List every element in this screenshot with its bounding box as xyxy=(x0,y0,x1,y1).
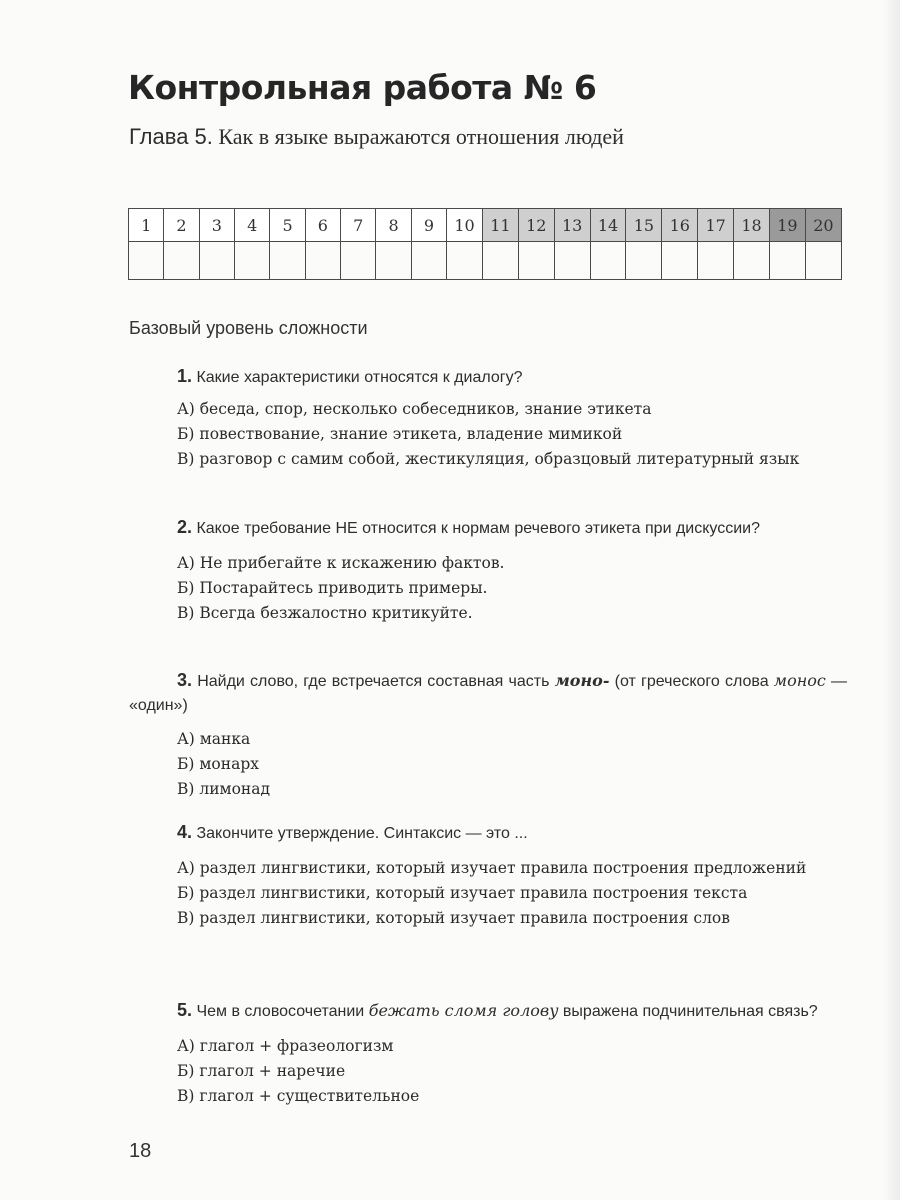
question-text: Какие характеристики относятся к диалогу? xyxy=(192,369,523,386)
answer-grid-header-cell: 13 xyxy=(554,209,590,242)
question-text: Какое требование НЕ относится к нормам речевого этикета при дискуссии? xyxy=(192,520,760,537)
page-title: Контрольная работа № 6 xyxy=(128,68,597,107)
answer-grid-header-cell: 10 xyxy=(447,209,483,242)
question-stem: 5. Чем в словосочетании бежать сломя голову выражена подчинительная связь? xyxy=(177,1000,818,1020)
answer-cell[interactable] xyxy=(199,242,234,280)
answer-cell[interactable] xyxy=(164,242,199,280)
answer-cell[interactable] xyxy=(411,242,446,280)
answer-grid-input-row xyxy=(129,242,842,280)
answer-cell[interactable] xyxy=(129,242,164,280)
answer-grid-header-cell: 8 xyxy=(376,209,411,242)
question-1 xyxy=(129,364,847,472)
answer-cell[interactable] xyxy=(270,242,305,280)
answer-cell[interactable] xyxy=(518,242,554,280)
answer-option-b: Б) Постарайтесь приводить примеры. xyxy=(177,579,488,597)
answer-grid-header-cell: 19 xyxy=(769,209,805,242)
answer-option-b: Б) монарх xyxy=(177,755,259,773)
question-number: 2. xyxy=(177,517,193,537)
answer-cell[interactable] xyxy=(590,242,626,280)
answer-grid-header-cell: 5 xyxy=(270,209,305,242)
answer-option-a: А) Не прибегайте к искажению фактов. xyxy=(177,554,505,572)
chapter-title: Как в языке выражаются отношения людей xyxy=(212,124,624,149)
answer-cell[interactable] xyxy=(554,242,590,280)
answer-grid-header-cell: 1 xyxy=(129,209,164,242)
question-stem xyxy=(129,820,847,846)
answer-grid-header-cell: 3 xyxy=(199,209,234,242)
answer-grid-header-cell: 16 xyxy=(662,209,698,242)
answer-grid-header-cell: 20 xyxy=(805,209,841,242)
answer-option-b: Б) глагол + наречие xyxy=(177,1062,346,1080)
answer-grid-header-cell: 17 xyxy=(698,209,734,242)
question-5 xyxy=(129,998,847,1109)
answer-grid-header-cell: 18 xyxy=(734,209,770,242)
answer-grid-header-cell: 12 xyxy=(518,209,554,242)
answer-grid-header-cell: 14 xyxy=(590,209,626,242)
question-stem: 3. Найди слово, где встречается составная часть моно- (от греческого слова монос — «один») xyxy=(129,670,848,714)
answer-grid-header-row xyxy=(129,209,842,242)
answer-grid xyxy=(128,208,842,280)
answer-cell[interactable] xyxy=(447,242,483,280)
question-number: 4. xyxy=(177,822,193,842)
answer-option-a: А) беседа, спор, несколько собеседников, знание этикета xyxy=(177,400,652,418)
answer-option-b: Б) повествование, знание этикета, владение мимикой xyxy=(177,425,623,443)
answer-option-c: В) раздел лингвистики, который изучает правила построения слов xyxy=(177,909,730,927)
question-stem xyxy=(129,515,847,541)
answer-grid-header-cell: 2 xyxy=(164,209,199,242)
answer-grid-header-cell: 6 xyxy=(305,209,340,242)
answer-cell[interactable] xyxy=(305,242,340,280)
answer-option-a: А) манка xyxy=(177,730,251,748)
answer-grid-header-cell: 7 xyxy=(341,209,376,242)
italic-phrase: бежать сломя голову xyxy=(368,1001,559,1020)
question-number: 1. xyxy=(177,366,193,386)
answer-option-b: Б) раздел лингвистики, который изучает правила построения текста xyxy=(177,884,748,902)
chapter-label: Глава 5. xyxy=(129,124,213,149)
answer-option-a: А) раздел лингвистики, который изучает правила построения предложений xyxy=(177,859,807,877)
chapter-subtitle xyxy=(129,124,624,150)
answer-cell[interactable] xyxy=(626,242,662,280)
answer-grid-header-cell: 15 xyxy=(626,209,662,242)
answer-option-c: В) лимонад xyxy=(177,780,271,798)
answer-cell[interactable] xyxy=(805,242,841,280)
answer-grid-header-cell: 9 xyxy=(411,209,446,242)
answer-option-c: В) глагол + существительное xyxy=(177,1087,420,1105)
page-number: 18 xyxy=(129,1140,152,1162)
question-2 xyxy=(129,515,847,626)
answer-cell[interactable] xyxy=(482,242,518,280)
answer-grid-header-cell: 4 xyxy=(235,209,270,242)
question-text: Закончите утверждение. Синтаксис — это ... xyxy=(192,825,528,842)
answer-option-a: А) глагол + фразеологизм xyxy=(177,1037,394,1055)
answer-cell[interactable] xyxy=(235,242,270,280)
answer-cell[interactable] xyxy=(376,242,411,280)
answer-cell[interactable] xyxy=(341,242,376,280)
question-stem xyxy=(129,364,847,390)
question-number: 5. xyxy=(177,1000,193,1020)
answer-option-c: В) Всегда безжалостно критикуйте. xyxy=(177,604,473,622)
italic-term: монос xyxy=(773,671,826,690)
emphasized-term: моно- xyxy=(554,671,610,690)
question-4 xyxy=(129,820,847,931)
answer-cell[interactable] xyxy=(769,242,805,280)
answer-cell[interactable] xyxy=(698,242,734,280)
answer-option-c: В) разговор с самим собой, жестикуляция, образцовый литературный язык xyxy=(177,450,800,468)
question-number: 3. xyxy=(177,670,193,690)
page-edge-shadow xyxy=(882,0,900,1200)
question-3 xyxy=(129,668,847,802)
answer-cell[interactable] xyxy=(662,242,698,280)
answer-cell[interactable] xyxy=(734,242,770,280)
answer-grid-header-cell: 11 xyxy=(482,209,518,242)
section-heading: Базовый уровень сложности xyxy=(129,318,368,338)
